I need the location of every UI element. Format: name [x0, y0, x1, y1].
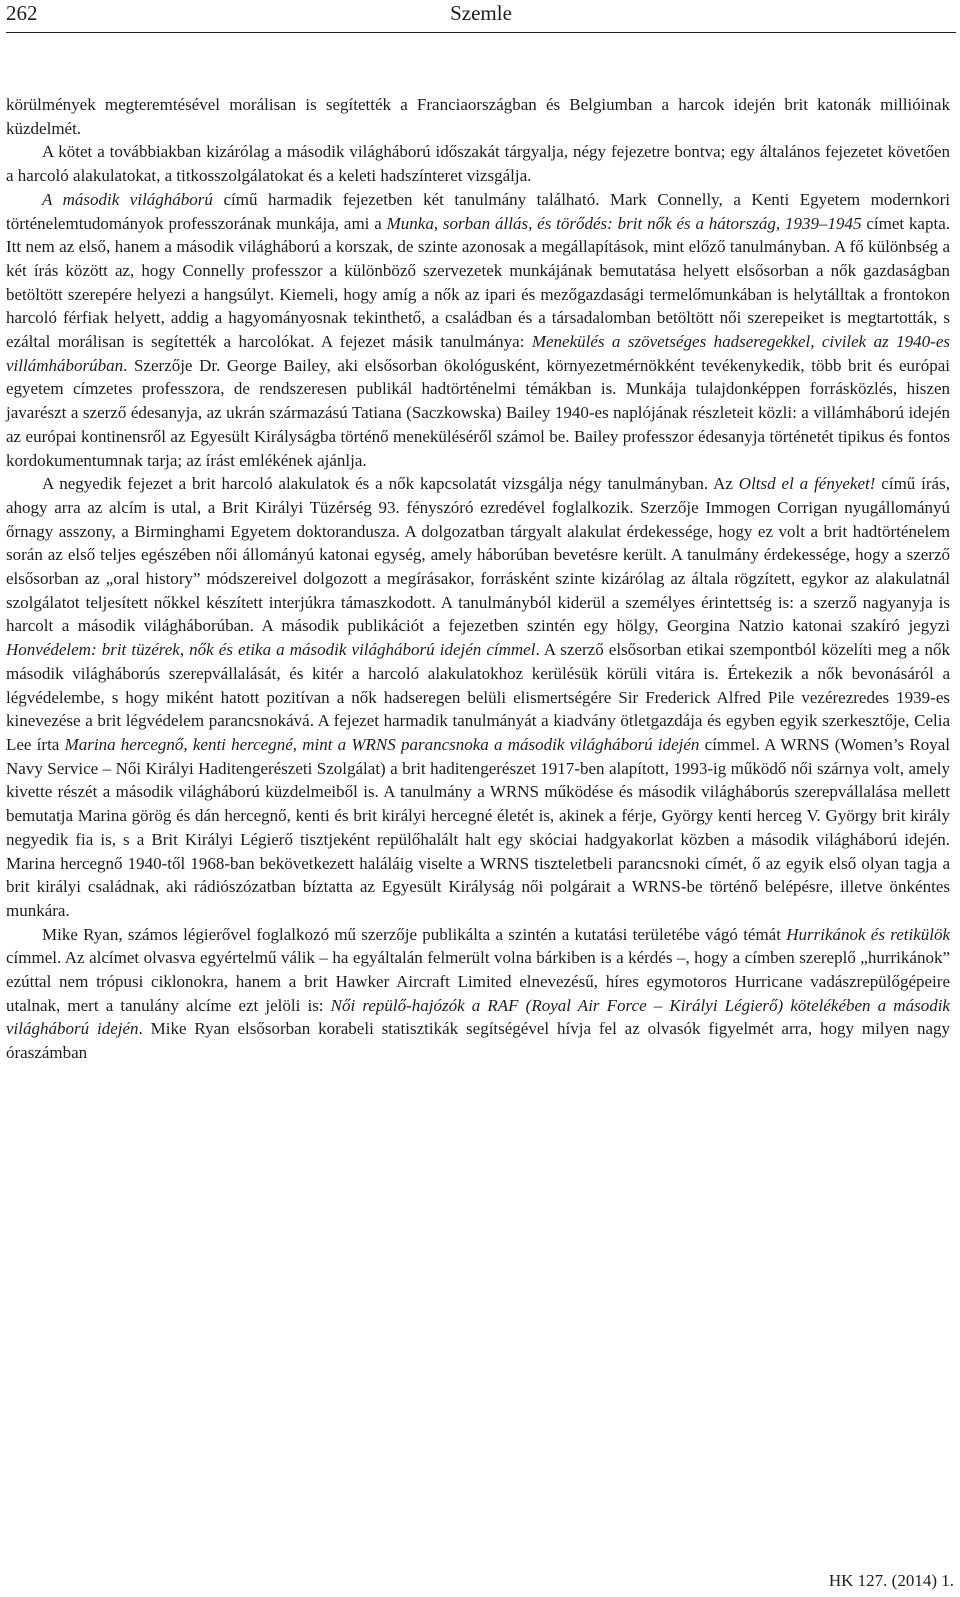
paragraph-text: . Szerzője Dr. George Bailey, aki elsősorban ökológusként, környezetmérnökként tevékenykedik, több brit és európai egyetem címzetes professzora, de rendszeresen publikál hadtörténelmi témákban is. Munkája tulajdonképpen forrásközlés, hiszen javarészt a szerző édesanyja, az ukrán származású Tatiana (Saczkowska) Bailey 1940-es naplójának részleteit közli: a villámháború idején az európai kontinensről az Egyesült Királyságba történő meneküléséről számol be. Bailey professzor édesanyja történetét tipikus és fontos kordokumentumnak tarja; az írást emlékének ajánlja.: [6, 355, 950, 470]
paragraph: [6, 93, 950, 140]
paragraph-text: . A szerző elsősorban etikai szempontból közelíti meg a nők második világháborús szerepvállalását, és kitér a harcoló alakulatokhoz kerülésük körüli vitára is. Értekezik a nők bevonásáról a légvédelembe, s hogy miként hatott pozitívan a nők hadseregen belüli elismertségére Sir Frederick Alfred Pile vezérezredes 1939-es kinevezése a brit légvédelem parancsnokává. A fejezet harmadik tanulmányát a kiadvány ötletgazdája és egyben egyik szerkesztője, Celia Lee írta: [6, 640, 950, 754]
paragraph-text: című harmadik fejezetben két tanulmány található. Mark Connelly, a Kenti Egyetem modernkori történelemtudományok professzorának munkája, ami a: [6, 189, 950, 233]
paragraph-text: című írás, ahogy arra az alcím is utal, a Brit Királyi Tüzérség 93. fényszóró ezredével foglalkozik. Szerzője Immogen Corrigan nyugállományú őrnagy asszony, a Birminghami Egyetem doktorandusza. A dolgozatban tárgyalt alakulat érdekessége, hogy ez volt a brit hadtörténelem során az első teljes egészében női állományú katonai egység, amely háborúban bevetésre került. A tanulmány érdekessége, hogy a szerző elsősorban az „oral history” módszereivel dolgozott a megírásakor, forrásként szinte kizárólag az általa rögzített, egykor az alakulatnál szolgálatot teljesített nőkkel készített interjúkra támaszkodott. A tanulmányból kiderül a személyes érintettség is: a szerző nagyanyja is harcolt a második világháborúban. A második publikációt a fejezetben szintén egy hölgy, Georgina Natzio katonai szakíró jegyzi: [6, 474, 950, 636]
paragraph-text: . Mike Ryan elsősorban korabeli statisztikák segítségével hívja fel az olvasók figyelmét arra, hogy milyen nagy óraszámban: [6, 1019, 950, 1063]
italic-title-text: Női repülő-hajózók a RAF (Royal Air Force – Királyi Légierő) kötelékében a második világháború idején: [6, 995, 950, 1039]
italic-title-text: Oltsd el a fényeket!: [738, 474, 876, 494]
journal-reference: HK 127. (2014) 1.: [828, 1571, 954, 1590]
paragraph: [6, 472, 950, 922]
paragraph-text: címmel. A WRNS (Women’s Royal Navy Service – Női Királyi Haditengerészeti Szolgálat) a brit haditengerészet 1917-ben alapított, 1993-ig működő női szárnya volt, amely kivette részét a második világháború küzdelmeiből is. A tanulmány a WRNS működése és második világháborús szerepvállalása mellett bemutatja Marina görög és dán hercegnő, kenti és brit királyi hercegné életét is, akinek a férje, György kenti herceg V. György brit király negyedik fia is, s a Brit Királyi Légierő tisztjeként repülőhalált halt egy skóciai hadgyakorlat közben a második világháború idején. Marina hercegnő 1940-től 1968-ban bekövetkezett haláláig viselte a WRNS tiszteletbeli parancsnoki címét, ő az egyik első olyan tagja a brit királyi családnak, aki rádiószózatban bíztatta az Egyesült Királyság női polgárait a WRNS-be történő belépésre, illetve önkéntes munkára.: [6, 734, 950, 920]
italic-title-text: Marina hercegnő, kenti hercegné, mint a WRNS parancsnoka a második világháború idején: [64, 734, 700, 754]
italic-title-text: Munka, sorban állás, és törődés: brit nők és a hátország, 1939–1945: [386, 213, 862, 233]
paragraph-text: A kötet a továbbiakban kizárólag a második világháború időszakát tárgyalja, négy fejezetre bontva; egy általános fejezetet követően a harcoló alakulatokat, a titkosszolgálatokat és a keleti hadszínteret vizsgálja.: [6, 142, 950, 186]
italic-title-text: Honvédelem: brit tüzérek, nők és etika a második világháború idején címmel: [6, 640, 536, 660]
paragraph: [6, 140, 950, 187]
paragraph: [6, 923, 950, 1065]
page-header: [6, 0, 956, 33]
paragraph-text: körülmények megteremtésével morálisan is segítették a Franciaországban és Belgiumban a harcok idején brit katonák millióinak küzdelmét.: [6, 95, 950, 138]
running-title: Szemle: [450, 1, 512, 25]
italic-title-text: Menekülés a szövetséges hadseregekkel, civilek az 1940-es villámháborúban: [6, 332, 950, 375]
paragraph-text: címmel. Az alcímet olvasva egyértelmű válik – ha egyáltalán felmerült volna bárkiben is a kérdés –, hogy a címben szereplő „hurrikánok” ezúttal nem trópusi ciklonokra, hanem a brit Hawker Aircraft Limited elnevezésű, híres egymotoros Hurricane vadászrepülőgépeire utalnak, mert a tanulány alcíme ezt jelöli is:: [6, 948, 950, 1015]
paragraph-text: A negyedik fejezet a brit harcoló alakulatok és a nők kapcsolatát vizsgálja négy tanulmányban. Az: [42, 474, 739, 494]
paragraph-text: címet kapta. Itt nem az első, hanem a második világháború a korszak, de szinte azonosak a megállapítások, mint előző tanulmányban. A fő különbség a két írás között az, hogy Connelly professzor a különböző szervezetek munkájának bemutatása helyett elsősorban a nők gazdaságban betöltött szerepére helyezi a hangsúlyt. Kiemeli, hogy amíg a nők az ipari és mezőgazdasági termelőmunkában is helytálltak a frontokon harcoló férfiak helyett, addig a hagyományosnak tekinthető, a családban és a társadalomban betöltött női szerepeiket is megtartották, s ezáltal morálisan is segítették a harcolókat. A fejezet másik tanulmánya:: [6, 213, 950, 352]
italic-title-text: A második világháború: [42, 189, 213, 209]
page-number: 262: [6, 1, 38, 25]
italic-title-text: Hurrikánok és retikülök: [786, 924, 951, 944]
body-text: [6, 93, 950, 1065]
paragraph-text: Mike Ryan, számos légierővel foglalkozó mű szerzője publikálta a szintén a kutatási területébe vágó témát: [42, 924, 787, 944]
paragraph: [6, 188, 950, 472]
